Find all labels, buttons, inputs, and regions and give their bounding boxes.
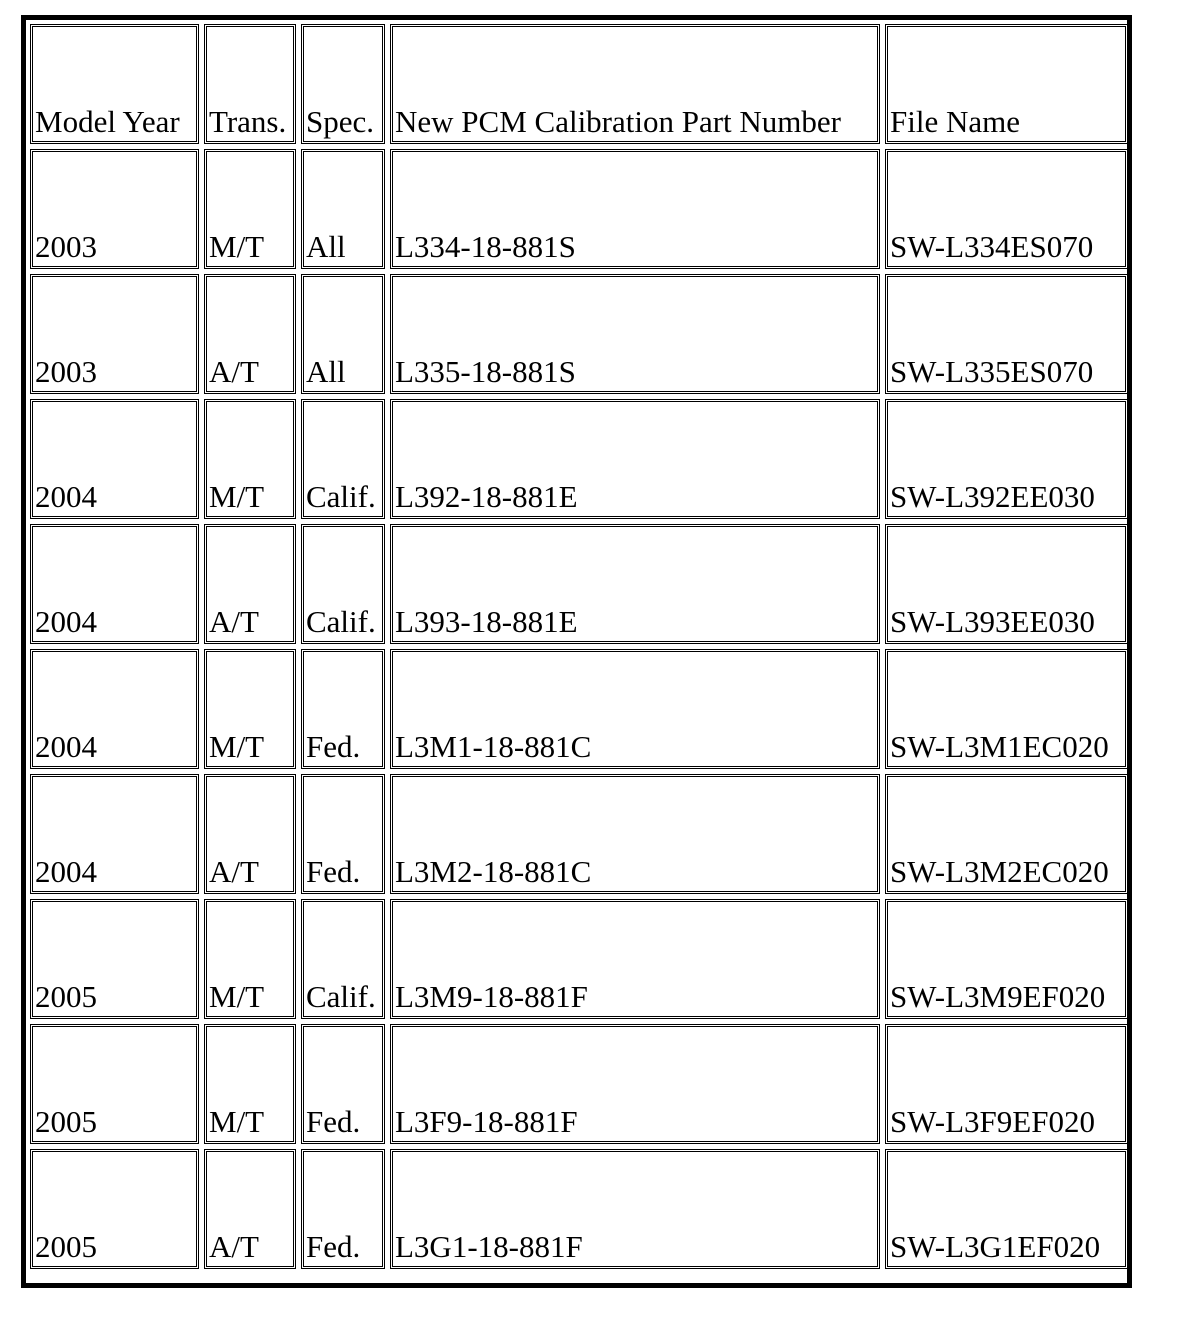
cell-part-number: L393-18-881E [390, 524, 880, 644]
cell-part-number: L335-18-881S [390, 274, 880, 394]
cell-trans: M/T [204, 399, 296, 519]
header-part-number: New PCM Calibration Part Number [390, 24, 880, 144]
cell-file-name: SW-L392EE030 [885, 399, 1128, 519]
cell-trans: A/T [204, 524, 296, 644]
cell-file-name: SW-L3M2EC020 [885, 774, 1128, 894]
cell-spec: All [301, 274, 385, 394]
table-header-row [30, 24, 1128, 144]
cell-model-year: 2004 [30, 524, 199, 644]
cell-spec: Calif. [301, 399, 385, 519]
cell-model-year: 2004 [30, 649, 199, 769]
cell-spec: Fed. [301, 774, 385, 894]
cell-file-name: SW-L3F9EF020 [885, 1024, 1128, 1144]
table-row [30, 1024, 1128, 1144]
cell-model-year: 2003 [30, 274, 199, 394]
cell-trans: M/T [204, 899, 296, 1019]
calibration-table [25, 19, 1133, 1274]
cell-part-number: L334-18-881S [390, 149, 880, 269]
header-trans: Trans. [204, 24, 296, 144]
cell-file-name: SW-L334ES070 [885, 149, 1128, 269]
cell-file-name: SW-L335ES070 [885, 274, 1128, 394]
cell-model-year: 2005 [30, 899, 199, 1019]
cell-part-number: L3M9-18-881F [390, 899, 880, 1019]
cell-trans: A/T [204, 274, 296, 394]
cell-spec: Fed. [301, 649, 385, 769]
cell-trans: A/T [204, 774, 296, 894]
cell-part-number: L3M1-18-881C [390, 649, 880, 769]
header-file-name: File Name [885, 24, 1128, 144]
table-row [30, 149, 1128, 269]
cell-part-number: L392-18-881E [390, 399, 880, 519]
table-row [30, 774, 1128, 894]
cell-spec: Fed. [301, 1024, 385, 1144]
table-row [30, 524, 1128, 644]
cell-trans: M/T [204, 649, 296, 769]
header-spec: Spec. [301, 24, 385, 144]
cell-file-name: SW-L393EE030 [885, 524, 1128, 644]
cell-model-year: 2005 [30, 1149, 199, 1269]
table-row [30, 899, 1128, 1019]
cell-file-name: SW-L3M1EC020 [885, 649, 1128, 769]
cell-file-name: SW-L3M9EF020 [885, 899, 1128, 1019]
cell-trans: M/T [204, 149, 296, 269]
table-row [30, 649, 1128, 769]
cell-spec: All [301, 149, 385, 269]
cell-model-year: 2003 [30, 149, 199, 269]
cell-part-number: L3M2-18-881C [390, 774, 880, 894]
table-row [30, 1149, 1128, 1269]
cell-model-year: 2004 [30, 774, 199, 894]
cell-part-number: L3G1-18-881F [390, 1149, 880, 1269]
table-row [30, 399, 1128, 519]
cell-model-year: 2005 [30, 1024, 199, 1144]
cell-file-name: SW-L3G1EF020 [885, 1149, 1128, 1269]
calibration-table-frame [21, 15, 1132, 1288]
header-model-year: Model Year [30, 24, 199, 144]
cell-spec: Calif. [301, 524, 385, 644]
cell-trans: M/T [204, 1024, 296, 1144]
cell-spec: Fed. [301, 1149, 385, 1269]
cell-spec: Calif. [301, 899, 385, 1019]
cell-trans: A/T [204, 1149, 296, 1269]
cell-model-year: 2004 [30, 399, 199, 519]
cell-part-number: L3F9-18-881F [390, 1024, 880, 1144]
table-row [30, 274, 1128, 394]
